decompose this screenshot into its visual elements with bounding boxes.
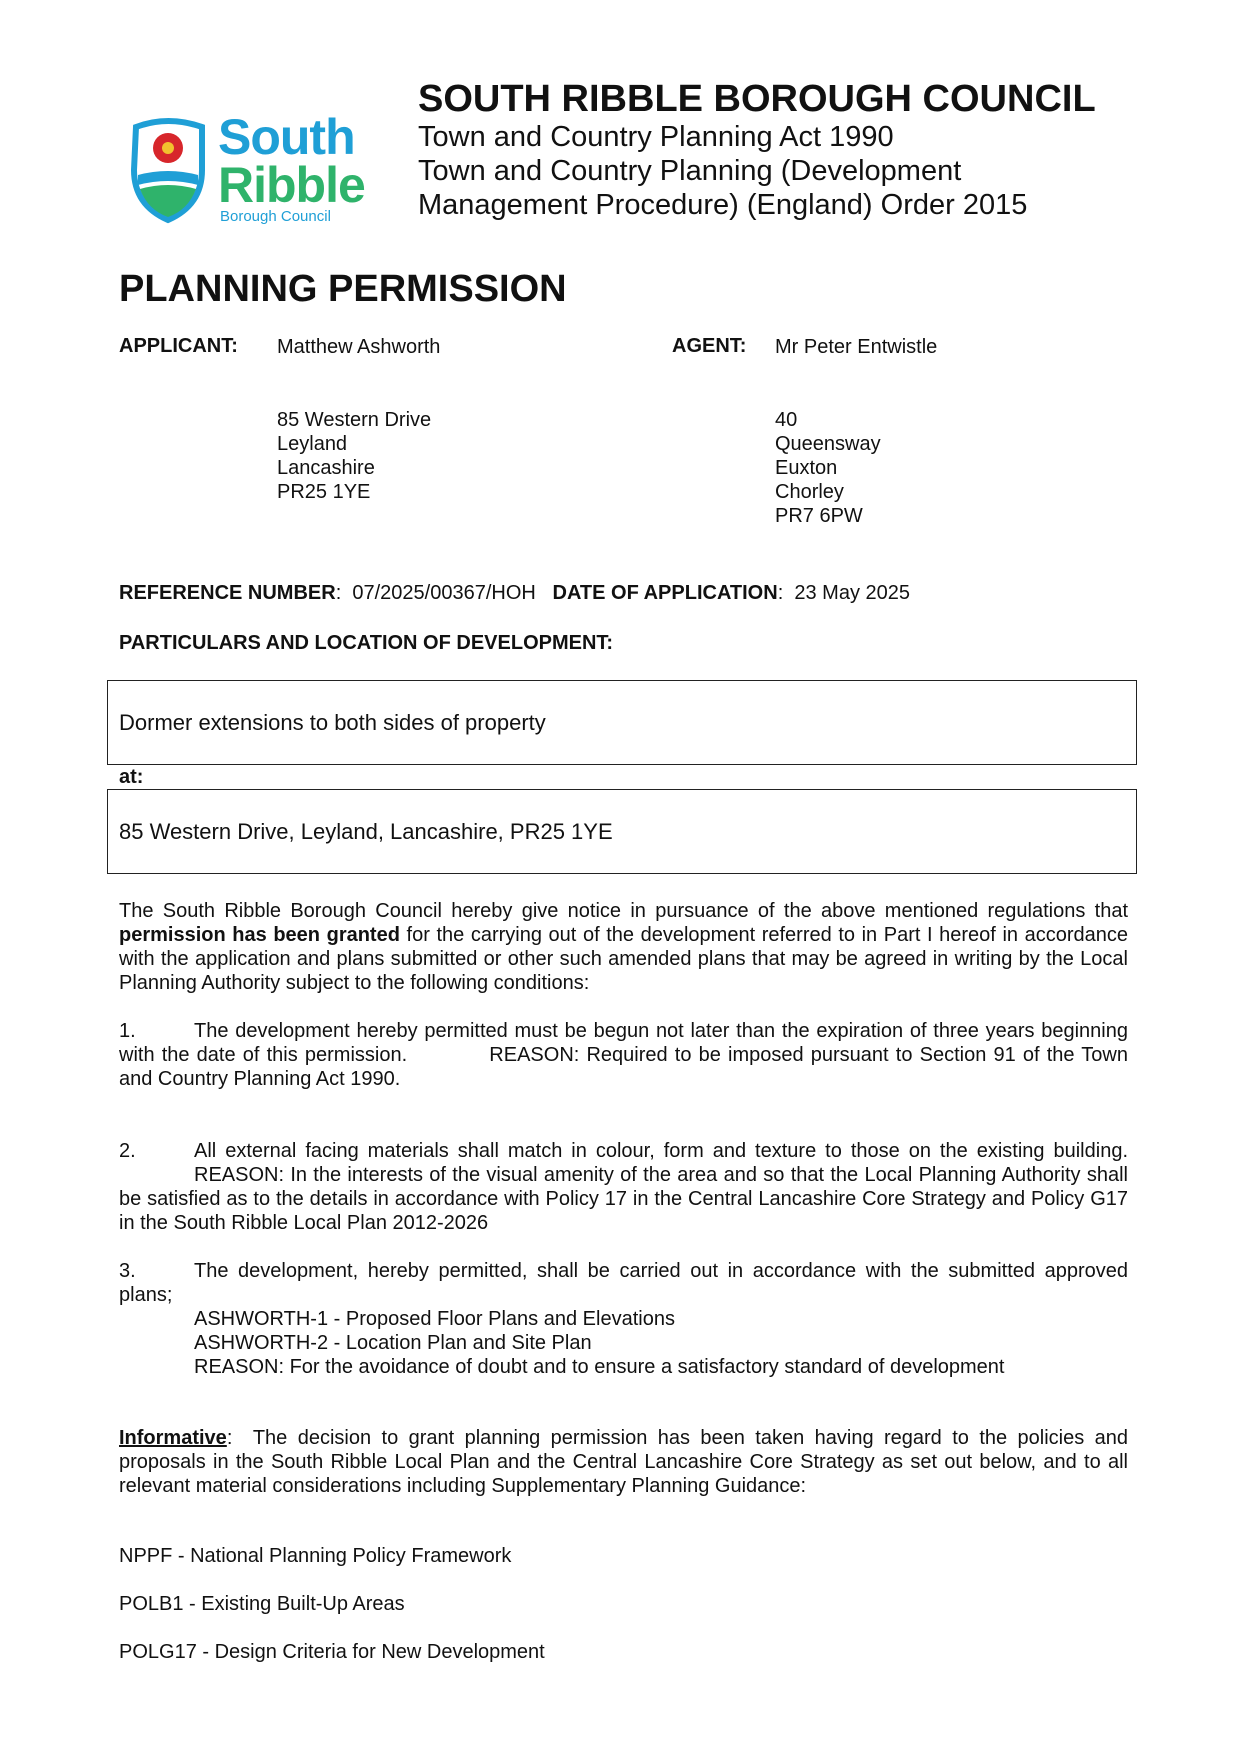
council-name: SOUTH RIBBLE BOROUGH COUNCIL xyxy=(418,78,1096,120)
act-line-3: Management Procedure) (England) Order 2015 xyxy=(418,189,1028,221)
address-line: PR25 1YE xyxy=(277,481,371,503)
informative-text: The decision to grant planning permission has been taken having regard to the policies and proposals in the South Ribble Local Plan and the Central Lancashire Core Strategy as set out below, and to all relevant material considerations including Supplementary Planning Guidance: xyxy=(119,1427,1129,1497)
logo-word-borough: Borough Council xyxy=(220,208,331,225)
applicant-label: APPLICANT: xyxy=(119,335,238,357)
development-box xyxy=(107,680,1137,765)
reference-label: REFERENCE NUMBER xyxy=(119,582,336,604)
address-line: 85 Western Drive xyxy=(277,409,432,431)
act-line-1: Town and Country Planning Act 1990 xyxy=(418,121,894,153)
condition-text: The development hereby permitted must be begun not later than the expiration of three years beginning with the date of this permission. xyxy=(119,1020,1128,1066)
condition-reason: REASON: For the avoidance of doubt and to ensure a satisfactory standard of development xyxy=(194,1356,1005,1378)
at-label: at: xyxy=(119,766,144,788)
application-date: 23 May 2025 xyxy=(794,582,910,604)
council-logo xyxy=(128,110,378,230)
informative-paragraph: Informative: The decision to grant planning permission has been taken having regard to the policies and proposals in the South Ribble Local Plan and the Central Lancashire Core Strategy as set out below, and to all relevant material considerations including Supplementary Planning Guidance: xyxy=(119,1427,1129,1497)
approved-plan: ASHWORTH-2 - Location Plan and Site Plan xyxy=(194,1332,592,1354)
notice-paragraph xyxy=(119,899,1128,995)
page-title: PLANNING PERMISSION xyxy=(119,268,567,310)
condition-1 xyxy=(119,1019,1128,1091)
address-line: Chorley xyxy=(775,481,844,503)
notice-granted: permission has been granted xyxy=(119,924,400,946)
date-label: DATE OF APPLICATION xyxy=(552,582,778,604)
policy-item: NPPF - National Planning Policy Framework xyxy=(119,1545,512,1567)
policy-item: POLG17 - Design Criteria for New Development xyxy=(119,1641,545,1663)
condition-number: 3. xyxy=(119,1260,136,1282)
reference-line: REFERENCE NUMBER: 07/2025/00367/HOH DATE OF APPLICATION: 23 May 2025 xyxy=(119,582,910,604)
location-box xyxy=(107,789,1137,874)
logo-word-south: South xyxy=(218,109,355,165)
act-line-2: Town and Country Planning (Development xyxy=(418,155,962,187)
condition-number: 2. xyxy=(119,1140,136,1162)
condition-number: 1. xyxy=(119,1020,136,1042)
address-line: Leyland xyxy=(277,433,348,455)
particulars-label: PARTICULARS AND LOCATION OF DEVELOPMENT: xyxy=(119,632,614,654)
address-line: Lancashire xyxy=(277,457,375,479)
agent-address xyxy=(775,408,881,528)
address-line: Queensway xyxy=(775,433,881,455)
agent-name: Mr Peter Entwistle xyxy=(775,336,938,358)
council-header xyxy=(418,78,1096,222)
applicant-address xyxy=(277,408,431,504)
address-line: PR7 6PW xyxy=(775,505,863,527)
agent-label: AGENT: xyxy=(672,335,747,357)
condition-text: The development, hereby permitted, shall be carried out in accordance with the submitted approved plans; xyxy=(119,1260,1128,1306)
informative-label: Informative xyxy=(119,1427,227,1449)
shield-icon xyxy=(128,115,208,225)
development-location: 85 Western Drive, Leyland, Lancashire, PR25 1YE xyxy=(119,819,613,844)
condition-3 xyxy=(119,1259,1128,1379)
policy-item: POLB1 - Existing Built-Up Areas xyxy=(119,1593,405,1615)
address-line: 40 xyxy=(775,409,798,431)
applicant-name: Matthew Ashworth xyxy=(277,336,441,358)
condition-text: All external facing materials shall match in colour, form and texture to those on the existing building. xyxy=(194,1140,1128,1162)
condition-reason: REASON: Required to be imposed pursuant to Section 91 of the Town and Country Planning Act 1990. xyxy=(119,1044,1128,1090)
development-description: Dormer extensions to both sides of property xyxy=(119,710,546,735)
logo-word-ribble: Ribble xyxy=(218,157,365,213)
reference-number: 07/2025/00367/HOH xyxy=(352,582,536,604)
approved-plan: ASHWORTH-1 - Proposed Floor Plans and Elevations xyxy=(194,1308,675,1330)
condition-reason: REASON: In the interests of the visual amenity of the area and so that the Local Planning Authority shall be satisfied as to the details in accordance with Policy 17 in the Central Lancashire Core Strategy and Policy G17 in the South Ribble Local Plan 2012-2026 xyxy=(119,1164,1128,1234)
address-line: Euxton xyxy=(775,457,838,479)
notice-text: for the carrying out of the development referred to in Part I hereof in accordance with the application and plans submitted or other such amended plans that may be agreed in writing by the Local Planning Authority subject to the following conditions: xyxy=(119,924,1128,994)
notice-text: The South Ribble Borough Council hereby give notice in pursuance of the above mentioned regulations that xyxy=(119,900,1128,922)
condition-2 xyxy=(119,1139,1128,1235)
